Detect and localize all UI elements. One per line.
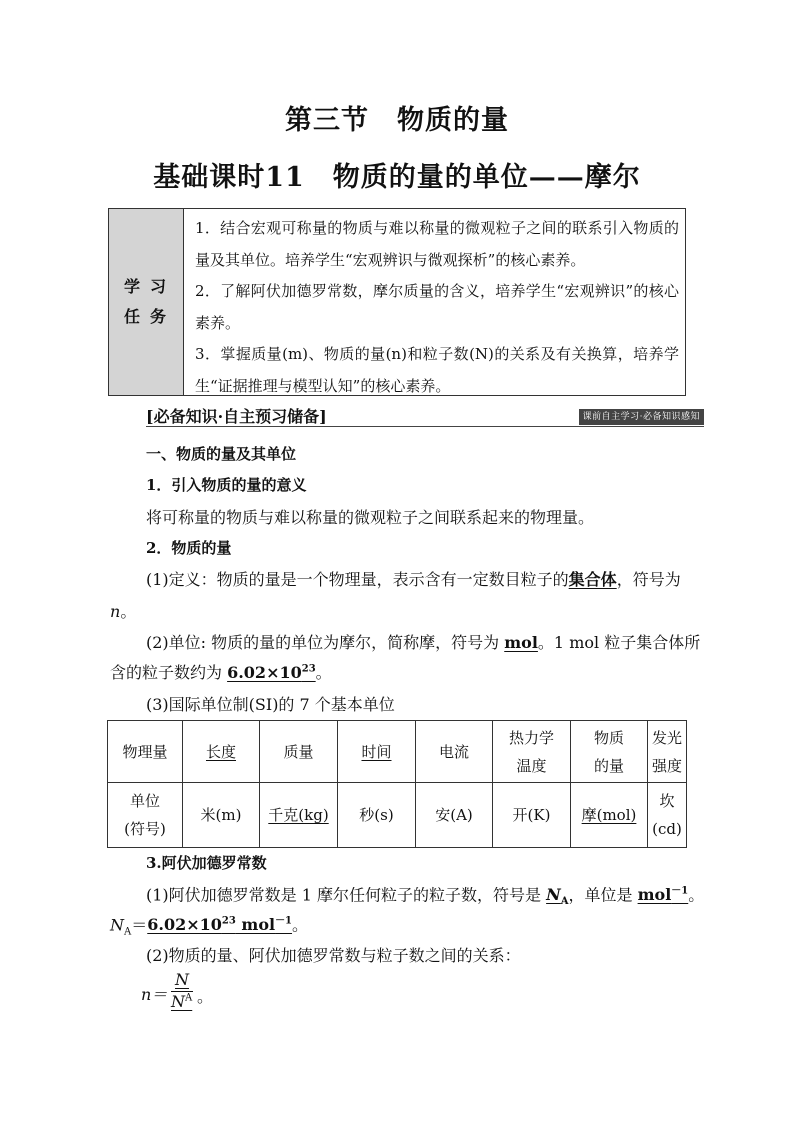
table-cell: 摩(mol)	[571, 783, 648, 848]
answer-blank: $N_A$	[546, 885, 569, 908]
lesson-subtitle: 基础课时11 物质的量的单位——摩尔	[153, 162, 641, 193]
table-cell: 质量	[260, 721, 338, 783]
table-row	[108, 721, 687, 783]
learning-task-box	[108, 208, 686, 396]
definition-line-2: n。	[110, 602, 137, 621]
heading-1-1: 1．引入物质的量的意义	[146, 476, 307, 494]
section-tag: 课前自主学习·必备知识感知	[579, 409, 704, 425]
learning-task-label: 学习任务	[109, 209, 184, 395]
answer-blank: mol	[504, 633, 538, 652]
table-cell: 秒(s)	[338, 783, 416, 848]
table-cell: 物质 的量	[571, 721, 648, 783]
table-cell: 千克(kg)	[260, 783, 338, 848]
task-item: 2．了解阿伏加德罗常数，摩尔质量的含义，培养学生“宏观辨识”的核心素养。	[195, 282, 679, 332]
table-row	[108, 783, 687, 848]
table-cell: 热力学 温度	[493, 721, 571, 783]
table-cell: 时间	[338, 721, 416, 783]
avogadro-value-line: $N_A=6.02\times 10^{23}$ mol$^{-1}$。	[110, 915, 309, 938]
definition-line: (1)定义：物质的量是一个物理量，表示含有一定数目粒子的集合体，符号为	[146, 570, 681, 589]
answer-blank: $6.02\times 10^{23}$ mol$^{-1}$	[147, 915, 293, 935]
table-cell: 电流	[416, 721, 493, 783]
paragraph-significance: 将可称量的物质与难以称量的微观粒子之间联系起来的物理量。	[146, 508, 595, 527]
heading-1: 一、物质的量及其单位	[146, 445, 297, 463]
table-cell: 开(K)	[493, 783, 571, 848]
section-header	[146, 404, 704, 427]
relation-line: (2)物质的量、阿伏加德罗常数与粒子数之间的关系：	[146, 946, 521, 965]
formula: n＝ N $N^A$ 。	[141, 970, 214, 1011]
heading-1-2: 2．物质的量	[146, 539, 232, 557]
table-cell: 坎(cd)	[648, 783, 687, 848]
si-units-title: (3)国际单位制(SI)的 7 个基本单位	[146, 695, 395, 714]
task-item: 1．结合宏观可称量的物质与难以称量的微观粒子之间的联系引入物质的量及其单位。培养学生“宏观辨识与微观探析”的核心素养。	[195, 219, 679, 269]
section-title: [必备知识·自主预习储备]	[146, 407, 327, 426]
unit-line-2: 含的粒子数约为 $6.02\times 10^{23}$。	[110, 663, 332, 682]
table-cell: 物理量	[108, 721, 183, 783]
table-cell: 发光 强度	[648, 721, 687, 783]
unit-line: (2)单位: 物质的量的单位为摩尔，简称摩，符号为 mol。1 mol 粒子集合体所	[146, 633, 701, 652]
learning-task-list	[195, 213, 679, 402]
table-cell: 单位 (符号)	[108, 783, 183, 848]
page-title: 第三节 物质的量	[285, 105, 509, 136]
task-item: 3．掌握质量(m)、物质的量(n)和粒子数(N)的关系及有关换算，培养学生“证据推理与模型认知”的核心素养。	[195, 345, 679, 395]
answer-blank: $6.02\times 10^{23}$	[227, 663, 316, 682]
heading-1-3: 3.阿伏加德罗常数	[146, 854, 267, 872]
table-cell: 长度	[183, 721, 260, 783]
table-cell: 安(A)	[416, 783, 493, 848]
answer-blank: mol$^{-1}$	[637, 885, 689, 905]
answer-blank: 集合体	[568, 570, 617, 589]
avogadro-line: (1)阿伏加德罗常数是 1 摩尔任何粒子的粒子数，符号是 $N_A$，单位是 mol$^{-1}$。	[146, 885, 705, 908]
table-cell: 米(m)	[183, 783, 260, 848]
si-units-table	[107, 720, 687, 848]
